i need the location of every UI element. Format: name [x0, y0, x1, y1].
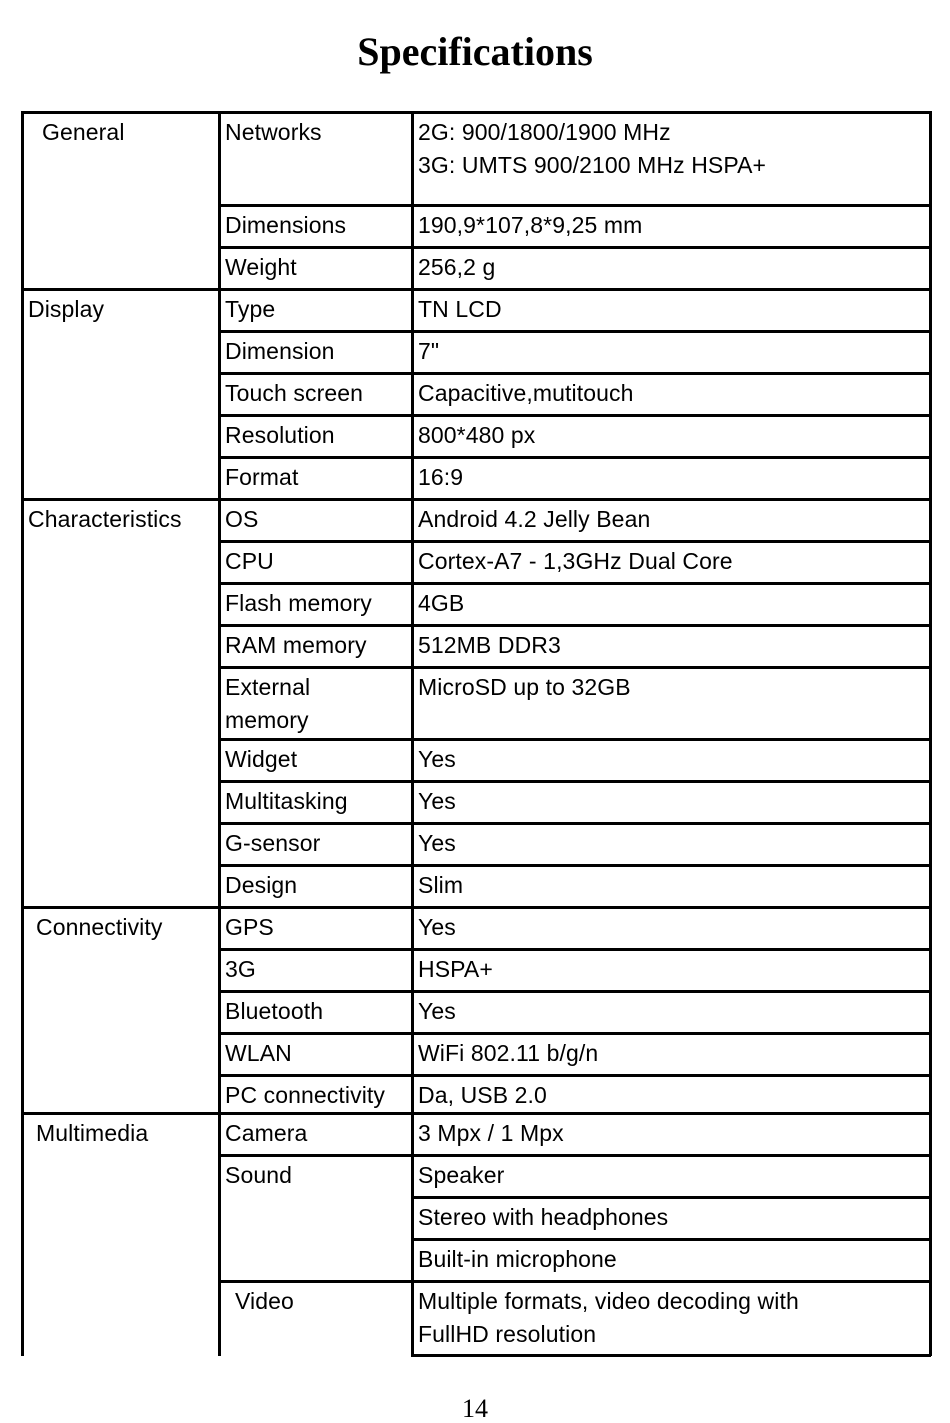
spec-value: Stereo with headphones: [418, 1204, 669, 1230]
spec-key: Format: [225, 464, 299, 490]
spec-value: 3 Mpx / 1 Mpx: [418, 1120, 564, 1146]
spec-key: Dimensions: [225, 212, 347, 238]
table-row-divider: [218, 1074, 931, 1077]
spec-key: Type: [225, 296, 276, 322]
spec-value: WiFi 802.11 b/g/n: [418, 1040, 599, 1066]
spec-value: Built-in microphone: [418, 1246, 617, 1272]
table-row-divider: [21, 288, 931, 291]
spec-key: External memory: [225, 674, 311, 733]
table-row-divider: [218, 864, 931, 867]
spec-value: Yes: [418, 746, 456, 772]
spec-value: 190,9*107,8*9,25 mm: [418, 212, 643, 238]
spec-key: Multitasking: [225, 788, 348, 814]
table-row-divider: [218, 414, 931, 417]
table-row-divider: [21, 498, 931, 501]
page-number: 14: [462, 1394, 488, 1423]
spec-value: Slim: [418, 872, 464, 898]
spec-key: Dimension: [225, 338, 335, 364]
spec-value: Yes: [418, 830, 456, 856]
spec-key: WLAN: [225, 1040, 292, 1066]
spec-value: 800*480 px: [418, 422, 536, 448]
table-row-divider: [218, 666, 931, 669]
spec-key: G-sensor: [225, 830, 321, 856]
table-row-divider: [218, 456, 931, 459]
spec-value: Android 4.2 Jelly Bean: [418, 506, 651, 532]
spec-value: HSPA+: [418, 956, 493, 982]
spec-key: OS: [225, 506, 259, 532]
spec-value: TN LCD: [418, 296, 502, 322]
table-border-left: [21, 111, 24, 1356]
table-row-divider: [218, 1280, 931, 1283]
spec-value: 512MB DDR3: [418, 632, 561, 658]
spec-value: Cortex-A7 - 1,3GHz Dual Core: [418, 548, 733, 574]
spec-value: Multiple formats, video decoding with FullHD resolution: [418, 1288, 799, 1347]
spec-key: PC connectivity: [225, 1082, 386, 1108]
spec-key: Networks: [225, 119, 322, 145]
page-title: Specifications: [357, 29, 593, 74]
spec-value: Yes: [418, 914, 456, 940]
table-border-top: [21, 111, 931, 114]
spec-value: Da, USB 2.0: [418, 1082, 547, 1108]
spec-key: CPU: [225, 548, 274, 574]
spec-key: Flash memory: [225, 590, 372, 616]
spec-key: Resolution: [225, 422, 335, 448]
group-label-connectivity: Connectivity: [36, 914, 163, 940]
table-row-divider: [411, 1196, 931, 1199]
spec-key: Widget: [225, 746, 298, 772]
spec-value: 3G: UMTS 900/2100 MHz HSPA+: [418, 152, 767, 178]
table-row-divider: [218, 1154, 931, 1157]
table-column-divider: [218, 111, 221, 1356]
table-row-divider: [218, 204, 931, 207]
group-label-display: Display: [28, 296, 105, 322]
spec-value: Speaker: [418, 1162, 505, 1188]
table-row-divider: [218, 330, 931, 333]
table-row-divider: [411, 1238, 931, 1241]
spec-key: Camera: [225, 1120, 308, 1146]
spec-value: 2G: 900/1800/1900 MHz: [418, 119, 671, 145]
spec-value: MicroSD up to 32GB: [418, 674, 631, 700]
spec-value: Yes: [418, 998, 456, 1024]
table-row-divider: [218, 1032, 931, 1035]
spec-key: 3G: [225, 956, 256, 982]
spec-key: Touch screen: [225, 380, 363, 406]
table-row-divider: [218, 582, 931, 585]
spec-value: 7": [418, 338, 440, 364]
table-row-divider: [218, 540, 931, 543]
spec-key: Sound: [225, 1162, 293, 1188]
spec-key: Bluetooth: [225, 998, 324, 1024]
table-row-divider: [218, 990, 931, 993]
table-row-divider: [218, 948, 931, 951]
table-row-divider: [21, 906, 931, 909]
spec-value: Yes: [418, 788, 456, 814]
spec-value: 4GB: [418, 590, 465, 616]
spec-key: GPS: [225, 914, 274, 940]
table-border-bottom: [411, 1354, 931, 1357]
table-row-divider: [218, 246, 931, 249]
group-label-characteristics: Characteristics: [28, 506, 182, 532]
group-label-multimedia: Multimedia: [36, 1120, 149, 1146]
table-row-divider: [218, 822, 931, 825]
spec-key: Video: [235, 1288, 294, 1314]
spec-value: 16:9: [418, 464, 464, 490]
spec-key: Design: [225, 872, 298, 898]
table-row-divider: [218, 738, 931, 741]
table-column-divider: [411, 111, 414, 1356]
table-row-divider: [21, 1112, 931, 1115]
spec-value: 256,2 g: [418, 254, 496, 280]
table-border-right: [929, 111, 932, 1356]
spec-key: RAM memory: [225, 632, 367, 658]
spec-value: Capacitive,mutitouch: [418, 380, 634, 406]
table-row-divider: [218, 624, 931, 627]
table-row-divider: [218, 372, 931, 375]
spec-key: Weight: [225, 254, 297, 280]
table-row-divider: [218, 780, 931, 783]
group-label-general: General: [42, 119, 125, 145]
